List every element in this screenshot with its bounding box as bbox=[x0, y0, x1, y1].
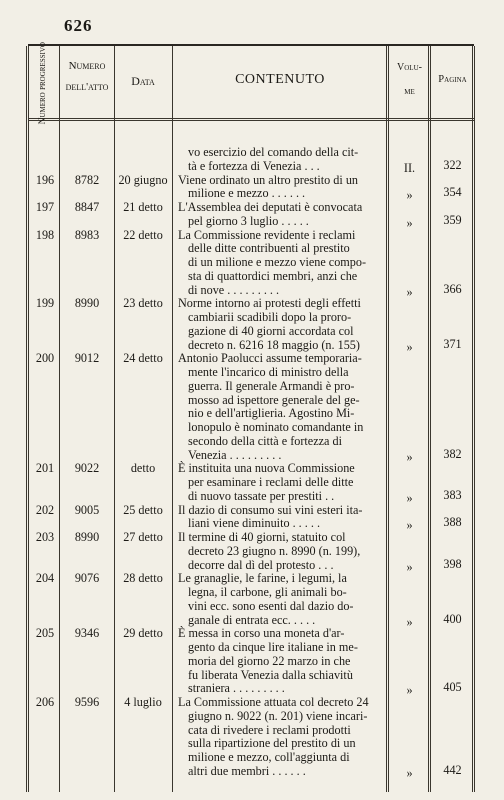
entry-content-line: Viene ordinato un altro prestito di un bbox=[178, 172, 359, 187]
entry-content-line: di nuovo tassate per prestiti . . bbox=[188, 488, 335, 503]
entry-act-number: 9346 bbox=[74, 626, 100, 641]
table-border-left bbox=[26, 46, 29, 792]
entry-content-line: legna, il carbone, gli animali bo- bbox=[188, 585, 347, 599]
header-atto-label: dell'atto bbox=[65, 81, 109, 94]
entry-content-line: È messa in corso una moneta d'ar- bbox=[178, 626, 345, 641]
entry-date: detto bbox=[130, 461, 156, 476]
entry-content-line: decreto n. 6216 18 maggio (n. 155) bbox=[188, 337, 360, 352]
page-number: 626 bbox=[64, 16, 93, 35]
header-rule bbox=[28, 118, 474, 121]
column-divider bbox=[172, 46, 173, 792]
entry-volume: » bbox=[406, 559, 413, 574]
entry-page: 388 bbox=[443, 515, 462, 530]
entry-content-line: secondo della città e fortezza di bbox=[188, 433, 342, 448]
entry-act-number: 8983 bbox=[74, 227, 100, 242]
header-numero-label: Numero bbox=[68, 60, 106, 72]
entry-content-line: vini ecc. sono esenti dal dazio do- bbox=[188, 598, 354, 613]
entry-act-number: 9076 bbox=[74, 571, 100, 586]
header-pagina: Pagina bbox=[438, 74, 467, 85]
entry-volume: » bbox=[406, 490, 413, 505]
entry-content-line: decreto 23 giugno n. 8990 (n. 199), bbox=[188, 543, 361, 558]
header-volume bbox=[389, 62, 430, 98]
entry-page: 371 bbox=[443, 336, 462, 351]
entry-content-line: gazione di 40 giorni accordata col bbox=[188, 323, 354, 338]
entry-act-number: 8782 bbox=[74, 172, 100, 187]
entry-page: 398 bbox=[443, 556, 462, 571]
entry-content-line: cata di rivedere i reclami prodotti bbox=[188, 722, 351, 737]
entry-content-line: milione e mezzo . . . . . . bbox=[188, 186, 306, 201]
entry-page: 354 bbox=[443, 185, 462, 200]
entry-progressive-number: 201 bbox=[35, 461, 55, 476]
entry-act-number: 8990 bbox=[74, 530, 100, 544]
entry-progressive-number: 204 bbox=[35, 571, 55, 586]
entry-content bbox=[178, 504, 384, 532]
entry-page: 405 bbox=[443, 680, 462, 695]
entry-content bbox=[178, 627, 384, 696]
entry-act-number: 9596 bbox=[74, 695, 100, 709]
entry-content-line: fu liberata Venezia dalla schiavitù bbox=[188, 667, 353, 682]
entry-content bbox=[178, 531, 384, 572]
entry-date: 23 detto bbox=[123, 296, 163, 311]
entry-content-line: sta di quattordici membri, anzi che bbox=[188, 268, 358, 283]
entry-content-line: lonopulo è nominato comandante in bbox=[188, 420, 364, 434]
entry-content-line: Il dazio di consumo sui vini esteri ita- bbox=[178, 502, 363, 517]
entry-volume: II. bbox=[403, 160, 416, 175]
header-progressivo-label: Numero progressivo bbox=[37, 41, 48, 125]
entry-date: 21 detto bbox=[123, 200, 163, 214]
entry-content-line: ganale di entrata ecc. . . . . bbox=[188, 612, 316, 627]
entry-content bbox=[178, 146, 384, 174]
entry-content-line: vo esercizio del comando della cit- bbox=[188, 145, 359, 159]
entry-content-line: di un milione e mezzo viene compo- bbox=[188, 255, 367, 269]
entry-content-line: guerra. Il generale Armandi è pro- bbox=[188, 378, 355, 393]
entry-content-line: sulla ripartizione del prestito di un bbox=[188, 736, 356, 751]
entry-date: 20 giugno bbox=[118, 172, 168, 187]
entry-content bbox=[178, 201, 384, 229]
entry-content-line: nio e dell'artiglieria. Agostino Mi- bbox=[188, 406, 355, 421]
entry-content bbox=[178, 297, 384, 352]
entry-date: 4 luglio bbox=[124, 695, 162, 709]
entry-volume: » bbox=[406, 683, 413, 698]
column-divider bbox=[59, 46, 60, 792]
entry-content-line: delle ditte contribuenti al prestito bbox=[188, 241, 350, 256]
entry-act-number: 8847 bbox=[74, 200, 100, 214]
entry-date: 25 detto bbox=[123, 502, 163, 517]
entry-act-number: 9005 bbox=[74, 502, 100, 517]
entry-act-number: 9022 bbox=[74, 461, 100, 476]
entry-act-number: 8990 bbox=[74, 296, 100, 311]
entry-act-number: 9012 bbox=[74, 351, 100, 366]
entry-content-line: Venezia . . . . . . . . . bbox=[188, 447, 282, 462]
entry-content-line: mente l'incarico di ministro della bbox=[188, 365, 349, 379]
entry-progressive-number: 196 bbox=[35, 172, 55, 187]
entry-progressive-number: 197 bbox=[35, 200, 55, 214]
entry-content-line: liani viene diminuito . . . . . bbox=[188, 516, 321, 531]
entry-progressive-number: 199 bbox=[35, 296, 55, 311]
header-progressivo bbox=[27, 41, 59, 125]
index-table bbox=[28, 41, 474, 792]
column-divider bbox=[114, 46, 115, 792]
header-numero-atto bbox=[60, 60, 114, 94]
entry-content bbox=[178, 229, 384, 298]
entry-volume: » bbox=[406, 215, 413, 230]
entry-content-line: cambiarii scadibili dopo la proro- bbox=[188, 310, 352, 324]
entry-volume: » bbox=[406, 518, 413, 533]
entry-content-line: gento da cinque lire italiane in me- bbox=[188, 640, 358, 654]
header-data: Data bbox=[131, 74, 155, 88]
entry-date: 28 detto bbox=[123, 571, 163, 586]
entry-content-line: L'Assemblea dei deputati è convocata bbox=[178, 200, 363, 214]
entry-content-line: altri due membri . . . . . . bbox=[188, 763, 306, 778]
entry-content-line: È instituita una nuova Commissione bbox=[178, 461, 355, 476]
entry-progressive-number: 200 bbox=[35, 351, 55, 366]
entry-content-line: pel giorno 3 luglio . . . . . bbox=[188, 213, 309, 228]
entry-progressive-number: 206 bbox=[35, 695, 55, 709]
entry-date: 27 detto bbox=[123, 530, 163, 544]
entry-date: 22 detto bbox=[123, 227, 163, 242]
entry-progressive-number: 205 bbox=[35, 626, 55, 641]
entry-content-line: decorre dal dì del protesto . . . bbox=[188, 557, 334, 572]
entry-volume: » bbox=[406, 339, 413, 354]
entry-content-line: giugno n. 9022 (n. 201) viene incari- bbox=[188, 708, 368, 723]
entry-page: 382 bbox=[443, 446, 462, 461]
column-divider bbox=[386, 46, 389, 792]
entry-content-line: milione e mezzo, coll'aggiunta di bbox=[188, 750, 350, 764]
entry-content-line: Il termine di 40 giorni, statuito col bbox=[178, 530, 346, 544]
entry-content-line: Antonio Paolucci assume temporaria- bbox=[178, 351, 362, 366]
entry-content-line: mosso ad ispettore generale del ge- bbox=[188, 392, 360, 407]
entry-page: 400 bbox=[443, 611, 462, 626]
entry-content-line: La Commissione revidente i reclami bbox=[178, 227, 356, 242]
entry-progressive-number: 198 bbox=[35, 227, 55, 242]
entry-volume: » bbox=[406, 188, 413, 203]
entry-page: 322 bbox=[443, 157, 462, 172]
entry-page: 383 bbox=[443, 487, 462, 502]
entry-content-line: La Commissione attuata col decreto 24 bbox=[178, 695, 369, 709]
entry-content bbox=[178, 572, 384, 627]
entry-content bbox=[178, 174, 384, 202]
header-volume-label-2: me bbox=[404, 86, 415, 97]
entry-content-line: tà e fortezza di Venezia . . . bbox=[188, 158, 320, 173]
entry-content-line: Norme intorno ai protesti degli effetti bbox=[178, 296, 361, 311]
entry-content bbox=[178, 462, 384, 503]
entry-volume: » bbox=[406, 614, 413, 629]
entry-content-line: moria del giorno 22 marzo in che bbox=[188, 653, 351, 668]
entry-volume: » bbox=[406, 765, 413, 780]
entry-content bbox=[178, 352, 384, 462]
header-volume-label-1: Volu- bbox=[397, 62, 422, 73]
entry-content-line: di nove . . . . . . . . . bbox=[188, 282, 280, 297]
entry-content bbox=[178, 696, 384, 779]
entry-page: 442 bbox=[443, 762, 462, 777]
entry-page: 359 bbox=[443, 212, 462, 227]
header-contenuto: CONTENUTO bbox=[235, 72, 325, 87]
entry-volume: » bbox=[406, 284, 413, 299]
entry-progressive-number: 202 bbox=[35, 502, 55, 517]
entry-page: 366 bbox=[443, 281, 462, 296]
entry-content-line: per esaminare i reclami delle ditte bbox=[188, 475, 354, 489]
entry-volume: » bbox=[406, 449, 413, 464]
entry-content-line: Le granaglie, le farine, i legumi, la bbox=[178, 571, 347, 586]
entry-content-line: straniera . . . . . . . . . bbox=[188, 681, 285, 696]
entry-date: 29 detto bbox=[123, 626, 163, 641]
entry-date: 24 detto bbox=[123, 351, 163, 366]
entry-progressive-number: 203 bbox=[35, 530, 55, 544]
